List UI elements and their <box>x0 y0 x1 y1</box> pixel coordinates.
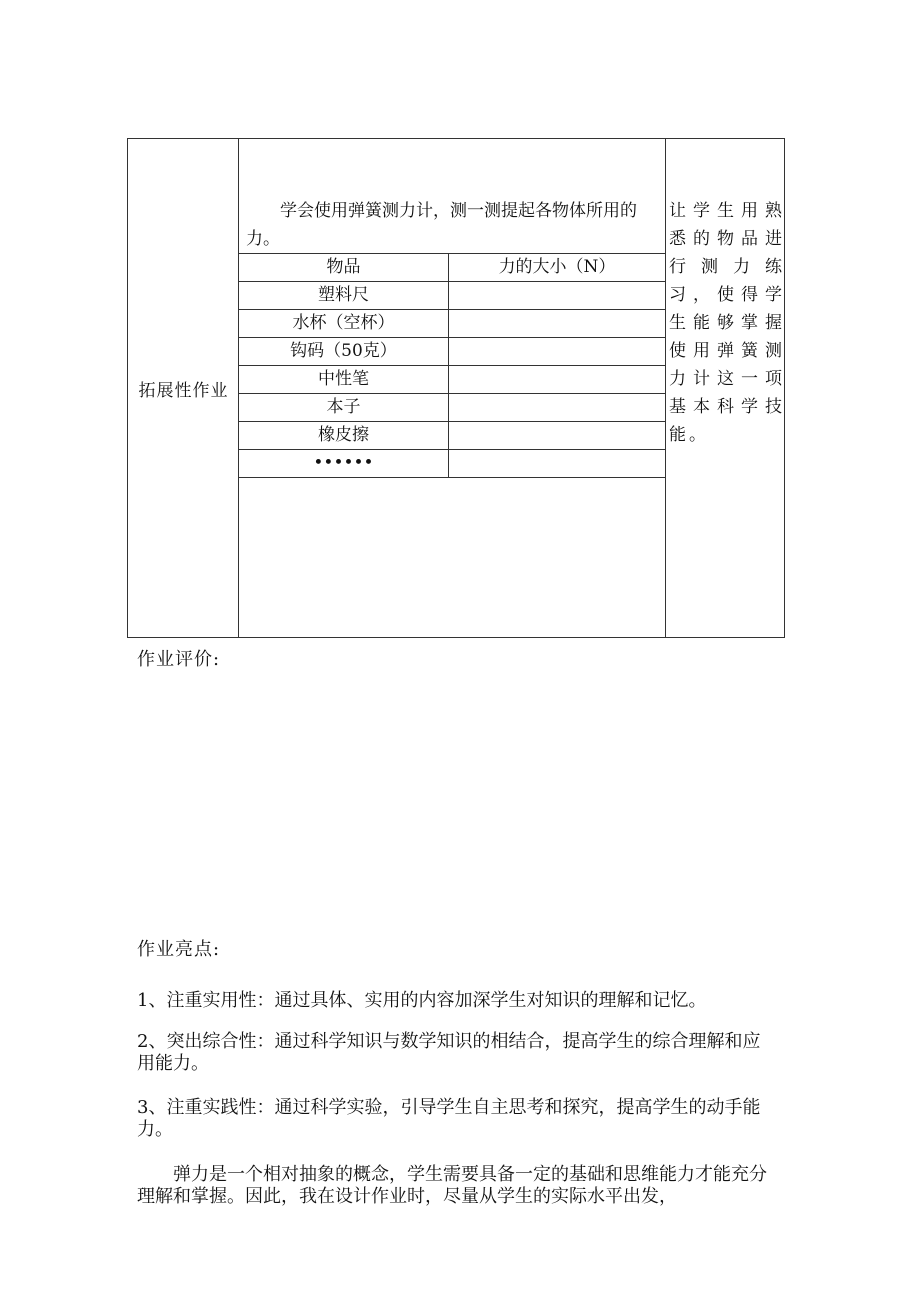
highlight-point: 1、注重实用性：通过具体、实用的内容加深学生对知识的理解和记忆。 <box>137 990 707 1011</box>
header-force: 力的大小（N） <box>449 254 666 282</box>
force-value-cell[interactable] <box>449 394 666 422</box>
item-name: 塑料尺 <box>239 282 449 310</box>
table-row <box>239 310 665 338</box>
force-value-cell[interactable] <box>449 282 666 310</box>
table-row <box>239 394 665 422</box>
force-value-cell[interactable] <box>449 422 666 450</box>
force-value-cell[interactable] <box>449 338 666 366</box>
force-value-cell[interactable] <box>449 450 666 478</box>
highlight-point: 2、突出综合性：通过科学知识与数学知识的相结合，提高学生的综合理解和应用能力。 <box>137 1031 761 1074</box>
homework-table <box>127 138 785 638</box>
header-item: 物品 <box>239 254 449 282</box>
force-value-cell[interactable] <box>449 310 666 338</box>
item-name: 本子 <box>239 394 449 422</box>
evaluation-label: 作业评价: <box>137 649 221 670</box>
item-name: 水杯（空杯） <box>239 310 449 338</box>
table-row <box>239 450 665 478</box>
highlights-label: 作业亮点: <box>137 939 221 960</box>
table-row <box>239 338 665 366</box>
highlight-point: 3、注重实践性：通过科学实验，引导学生自主思考和探究，提高学生的动手能力。 <box>137 1097 761 1140</box>
force-record-table <box>239 253 665 478</box>
force-value-cell[interactable] <box>449 366 666 394</box>
table-row <box>239 282 665 310</box>
item-name: •••••• <box>239 450 449 478</box>
closing-paragraph: 弹力是一个相对抽象的概念，学生需要具备一定的基础和思维能力才能充分理解和掌握。因此，我在设计作业时，尽量从学生的实际水平出发， <box>137 1164 767 1207</box>
item-name: 钩码（50克） <box>239 338 449 366</box>
category-label: 拓展性作业 <box>138 380 229 401</box>
item-name: 橡皮擦 <box>239 422 449 450</box>
item-name: 中性笔 <box>239 366 449 394</box>
table-header-row <box>239 254 665 282</box>
design-note: 让学生用熟悉的物品进行测力练习，使得学生能够掌握使用弹簧测力计这一项基本科学技能。 <box>669 201 785 445</box>
table-row <box>239 366 665 394</box>
table-row <box>239 422 665 450</box>
task-description: 学会使用弹簧测力计，测一测提起各物体所用的力。 <box>246 201 637 249</box>
